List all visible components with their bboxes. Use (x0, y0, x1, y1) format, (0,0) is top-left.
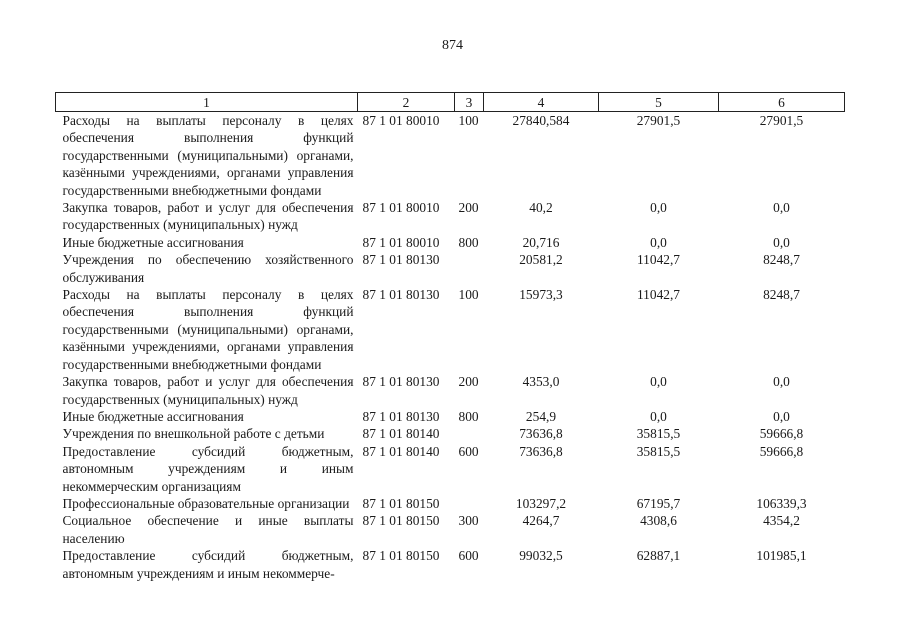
amount-col5-cell: 0,0 (650, 374, 667, 390)
amount-col6-cell: 59666,8 (759, 443, 804, 459)
column-header: 5 (599, 93, 719, 112)
table-row (56, 443, 845, 495)
expense-type-cell (455, 425, 484, 442)
amount-col4-cell: 4264,7 (522, 513, 560, 529)
column-header: 4 (484, 93, 599, 112)
amount-col4-cell: 4353,0 (522, 374, 560, 390)
page-number: 874 (442, 38, 463, 53)
expense-name-cell: Предоставление субсидий бюджетным, автономным учреждениям и иным некоммерче- (62, 548, 354, 581)
target-article-cell: 87 1 01 80010 (362, 113, 440, 128)
expense-name-cell: Учреждения по обеспечению хозяйственного обслуживания (62, 252, 354, 285)
target-article-cell: 87 1 01 80010 (362, 200, 440, 216)
amount-col5-cell: 11042,7 (636, 252, 681, 268)
amount-col4-cell: 15973,3 (519, 287, 563, 303)
amount-col6-cell: 0,0 (773, 374, 790, 390)
amount-col5-cell: 0,0 (650, 200, 667, 216)
expense-name-cell: Закупка товаров, работ и услуг для обеспечения государственных (муниципальных) нужд (62, 374, 354, 407)
expense-name-cell: Иные бюджетные ассигнования (62, 234, 244, 250)
amount-col6-cell: 0,0 (773, 408, 790, 424)
target-article-cell: 87 1 01 80150 (362, 495, 440, 511)
table-row (56, 234, 845, 251)
target-article-cell: 87 1 01 80150 (362, 513, 440, 529)
expense-type-cell: 300 (458, 513, 479, 529)
amount-col5-cell: 62887,1 (636, 548, 681, 564)
amount-col4-cell: 20581,2 (519, 252, 563, 268)
table-row (56, 495, 845, 512)
expense-name-cell: Социальное обеспечение и иные выплаты населению (62, 513, 354, 546)
expense-name-cell: Учреждения по внешкольной работе с детьми (62, 426, 325, 442)
table-row (56, 373, 845, 408)
table-row (56, 199, 845, 234)
budget-table (55, 92, 845, 582)
amount-col5-cell: 27901,5 (636, 113, 681, 128)
target-article-cell: 87 1 01 80010 (362, 234, 440, 250)
table-row (56, 286, 845, 373)
target-article-cell: 87 1 01 80140 (362, 443, 440, 459)
amount-col6-cell: 4354,2 (763, 513, 800, 529)
expense-type-cell (455, 251, 484, 286)
expense-name-cell: Расходы на выплаты персоналу в целях обеспечения выполнения функций государственными (муниципальными) органами, казёнными учреждениями, органами управления государственными внебюджетными фондами (62, 113, 354, 198)
expense-type-cell: 200 (458, 200, 479, 216)
expense-type-cell: 800 (458, 408, 479, 424)
expense-type-cell: 100 (458, 287, 479, 303)
column-header: 1 (56, 93, 358, 112)
expense-name-cell: Расходы на выплаты персоналу в целях обеспечения выполнения функций государственными (муниципальными) органами, казёнными учреждениями, органами управления государственными внебюджетными фондами (62, 287, 354, 372)
table-row (56, 512, 845, 547)
target-article-cell: 87 1 01 80130 (362, 252, 440, 268)
header-row (56, 93, 845, 112)
amount-col6-cell: 106339,3 (756, 495, 807, 511)
expense-type-cell (455, 495, 484, 512)
target-article-cell: 87 1 01 80130 (362, 287, 440, 303)
amount-col6-cell: 27901,5 (759, 113, 804, 128)
expense-name-cell: Профессиональные образовательные организации (62, 495, 350, 511)
amount-col4-cell: 73636,8 (519, 443, 563, 459)
amount-col6-cell: 59666,8 (759, 426, 804, 442)
table-row (56, 251, 845, 286)
expense-type-cell: 100 (458, 113, 479, 128)
table-row (56, 112, 845, 200)
expense-name-cell: Иные бюджетные ассигнования (62, 408, 244, 424)
target-article-cell: 87 1 01 80150 (362, 548, 440, 564)
amount-col4-cell: 254,9 (525, 408, 557, 424)
amount-col5-cell: 67195,7 (636, 495, 681, 511)
amount-col6-cell: 0,0 (773, 200, 790, 216)
amount-col5-cell: 35815,5 (636, 426, 681, 442)
target-article-cell: 87 1 01 80130 (362, 374, 440, 390)
amount-col5-cell: 35815,5 (636, 443, 681, 459)
amount-col6-cell: 8248,7 (763, 252, 800, 268)
table-row (56, 547, 845, 582)
amount-col4-cell: 20,716 (522, 234, 560, 250)
target-article-cell: 87 1 01 80140 (362, 426, 440, 442)
amount-col4-cell: 27840,584 (512, 113, 570, 128)
table-body (56, 112, 845, 582)
amount-col6-cell: 0,0 (773, 234, 790, 250)
table-row (56, 425, 845, 442)
amount-col4-cell: 73636,8 (519, 426, 563, 442)
amount-col4-cell: 40,2 (529, 200, 553, 216)
expense-type-cell: 600 (458, 548, 479, 564)
amount-col5-cell: 4308,6 (640, 513, 677, 529)
expense-type-cell: 800 (458, 234, 479, 250)
expense-name-cell: Предоставление субсидий бюджетным, автономным учреждениям и иным некоммерческим организациям (62, 443, 354, 494)
amount-col5-cell: 11042,7 (636, 287, 681, 303)
amount-col6-cell: 8248,7 (763, 287, 800, 303)
amount-col4-cell: 99032,5 (519, 548, 563, 564)
expense-name-cell: Закупка товаров, работ и услуг для обеспечения государственных (муниципальных) нужд (62, 200, 354, 233)
column-header: 3 (455, 93, 484, 112)
table-row (56, 408, 845, 425)
amount-col5-cell: 0,0 (650, 234, 667, 250)
column-header: 2 (358, 93, 455, 112)
expense-type-cell: 200 (458, 374, 479, 390)
amount-col6-cell: 101985,1 (756, 548, 807, 564)
amount-col5-cell: 0,0 (650, 408, 667, 424)
expense-type-cell: 600 (458, 443, 479, 459)
amount-col4-cell: 103297,2 (515, 495, 567, 511)
target-article-cell: 87 1 01 80130 (362, 408, 440, 424)
column-header: 6 (719, 93, 845, 112)
